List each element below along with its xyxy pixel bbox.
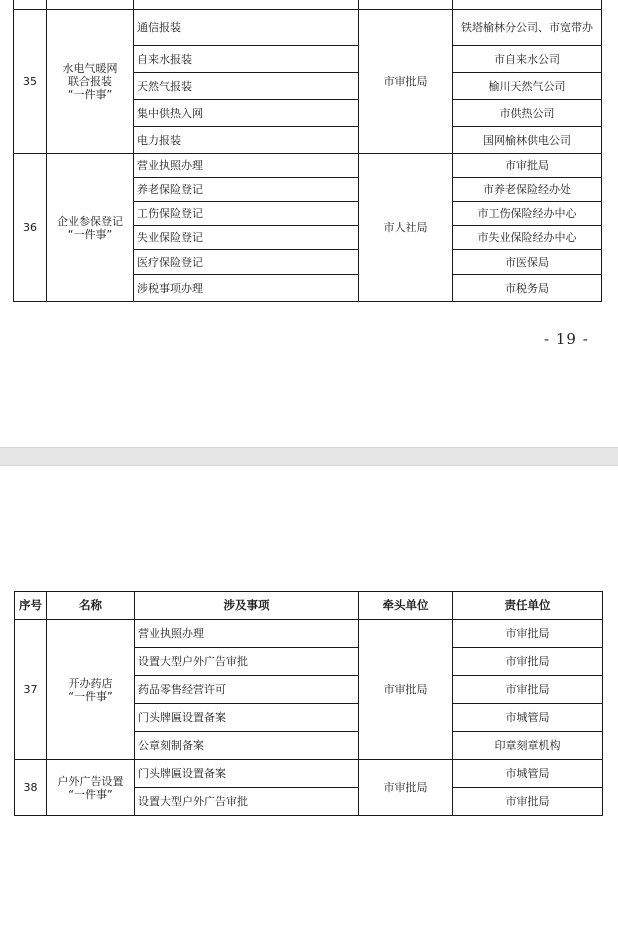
seq-cell: 35 (14, 10, 47, 154)
responsible-unit-cell: 国网榆林供电公司 (453, 127, 602, 154)
table-row (15, 620, 603, 648)
item-cell: 天然气报装 (134, 73, 359, 100)
item-cell: 涉税事项办理 (134, 275, 359, 302)
document-page-19 (0, 0, 618, 447)
responsible-unit-cell: 印章刻章机构 (453, 732, 603, 760)
table-header-row (15, 592, 603, 620)
lead-unit-cell: 市审批局 (359, 10, 453, 154)
item-cell: 门头牌匾设置备案 (135, 760, 359, 788)
responsible-unit-cell: 市工伤保险经办中心 (453, 202, 602, 226)
responsible-unit-cell: 市养老保险经办处 (453, 178, 602, 202)
header-lead-unit: 牵头单位 (359, 592, 453, 620)
table-row (15, 760, 603, 788)
header-seq: 序号 (15, 592, 47, 620)
responsible-unit-cell: 市城管局 (453, 760, 603, 788)
table-row (14, 10, 602, 46)
header-name: 名称 (47, 592, 135, 620)
responsible-unit-cell: 市税务局 (453, 275, 602, 302)
lead-unit-cell: 市人社局 (359, 154, 453, 302)
item-cell: 工伤保险登记 (134, 202, 359, 226)
table-row (14, 154, 602, 178)
item-cell: 设置大型户外广告审批 (135, 788, 359, 816)
responsible-unit-cell: 市审批局 (453, 154, 602, 178)
item-cell: 营业执照办理 (135, 620, 359, 648)
responsible-unit-cell: 市失业保险经办中心 (453, 226, 602, 250)
item-cell: 公章刻制备案 (135, 732, 359, 760)
name-cell: 户外广告设置 “一件事” (47, 760, 135, 816)
item-cell: 设置大型户外广告审批 (135, 648, 359, 676)
item-cell: 集中供热入网 (134, 100, 359, 127)
page-number: - 19 - (544, 330, 589, 348)
lead-unit-cell: 市审批局 (359, 620, 453, 760)
document-page-20 (0, 466, 618, 948)
responsible-unit-cell: 市医保局 (453, 250, 602, 275)
responsible-unit-cell: 市供热公司 (453, 100, 602, 127)
responsible-unit-cell: 榆川天然气公司 (453, 73, 602, 100)
name-cell: 开办药店 “一件事” (47, 620, 135, 760)
name-cell: 水电气暖网 联合报装 “一件事” (47, 10, 134, 154)
lead-unit-cell: 市审批局 (359, 760, 453, 816)
seq-cell: 38 (15, 760, 47, 816)
responsible-unit-cell: 市审批局 (453, 620, 603, 648)
page-separator (0, 447, 618, 466)
item-cell: 电力报装 (134, 127, 359, 154)
table-row-partial (14, 0, 602, 10)
matters-table-page-19 (13, 0, 602, 302)
responsible-unit-cell: 市自来水公司 (453, 46, 602, 73)
matters-table-page-20 (14, 591, 603, 816)
responsible-unit-cell: 市审批局 (453, 676, 603, 704)
seq-cell: 36 (14, 154, 47, 302)
header-responsible-unit: 责任单位 (453, 592, 603, 620)
seq-cell: 37 (15, 620, 47, 760)
item-cell: 通信报装 (134, 10, 359, 46)
item-cell: 药品零售经营许可 (135, 676, 359, 704)
responsible-unit-cell: 市城管局 (453, 704, 603, 732)
name-cell: 企业参保登记 “一件事” (47, 154, 134, 302)
header-items: 涉及事项 (135, 592, 359, 620)
responsible-unit-cell: 铁塔榆林分公司、市宽带办 (453, 10, 602, 46)
item-cell: 营业执照办理 (134, 154, 359, 178)
responsible-unit-cell: 市审批局 (453, 788, 603, 816)
item-cell: 门头牌匾设置备案 (135, 704, 359, 732)
item-cell: 医疗保险登记 (134, 250, 359, 275)
responsible-unit-cell: 市审批局 (453, 648, 603, 676)
item-cell: 自来水报装 (134, 46, 359, 73)
item-cell: 养老保险登记 (134, 178, 359, 202)
item-cell: 失业保险登记 (134, 226, 359, 250)
